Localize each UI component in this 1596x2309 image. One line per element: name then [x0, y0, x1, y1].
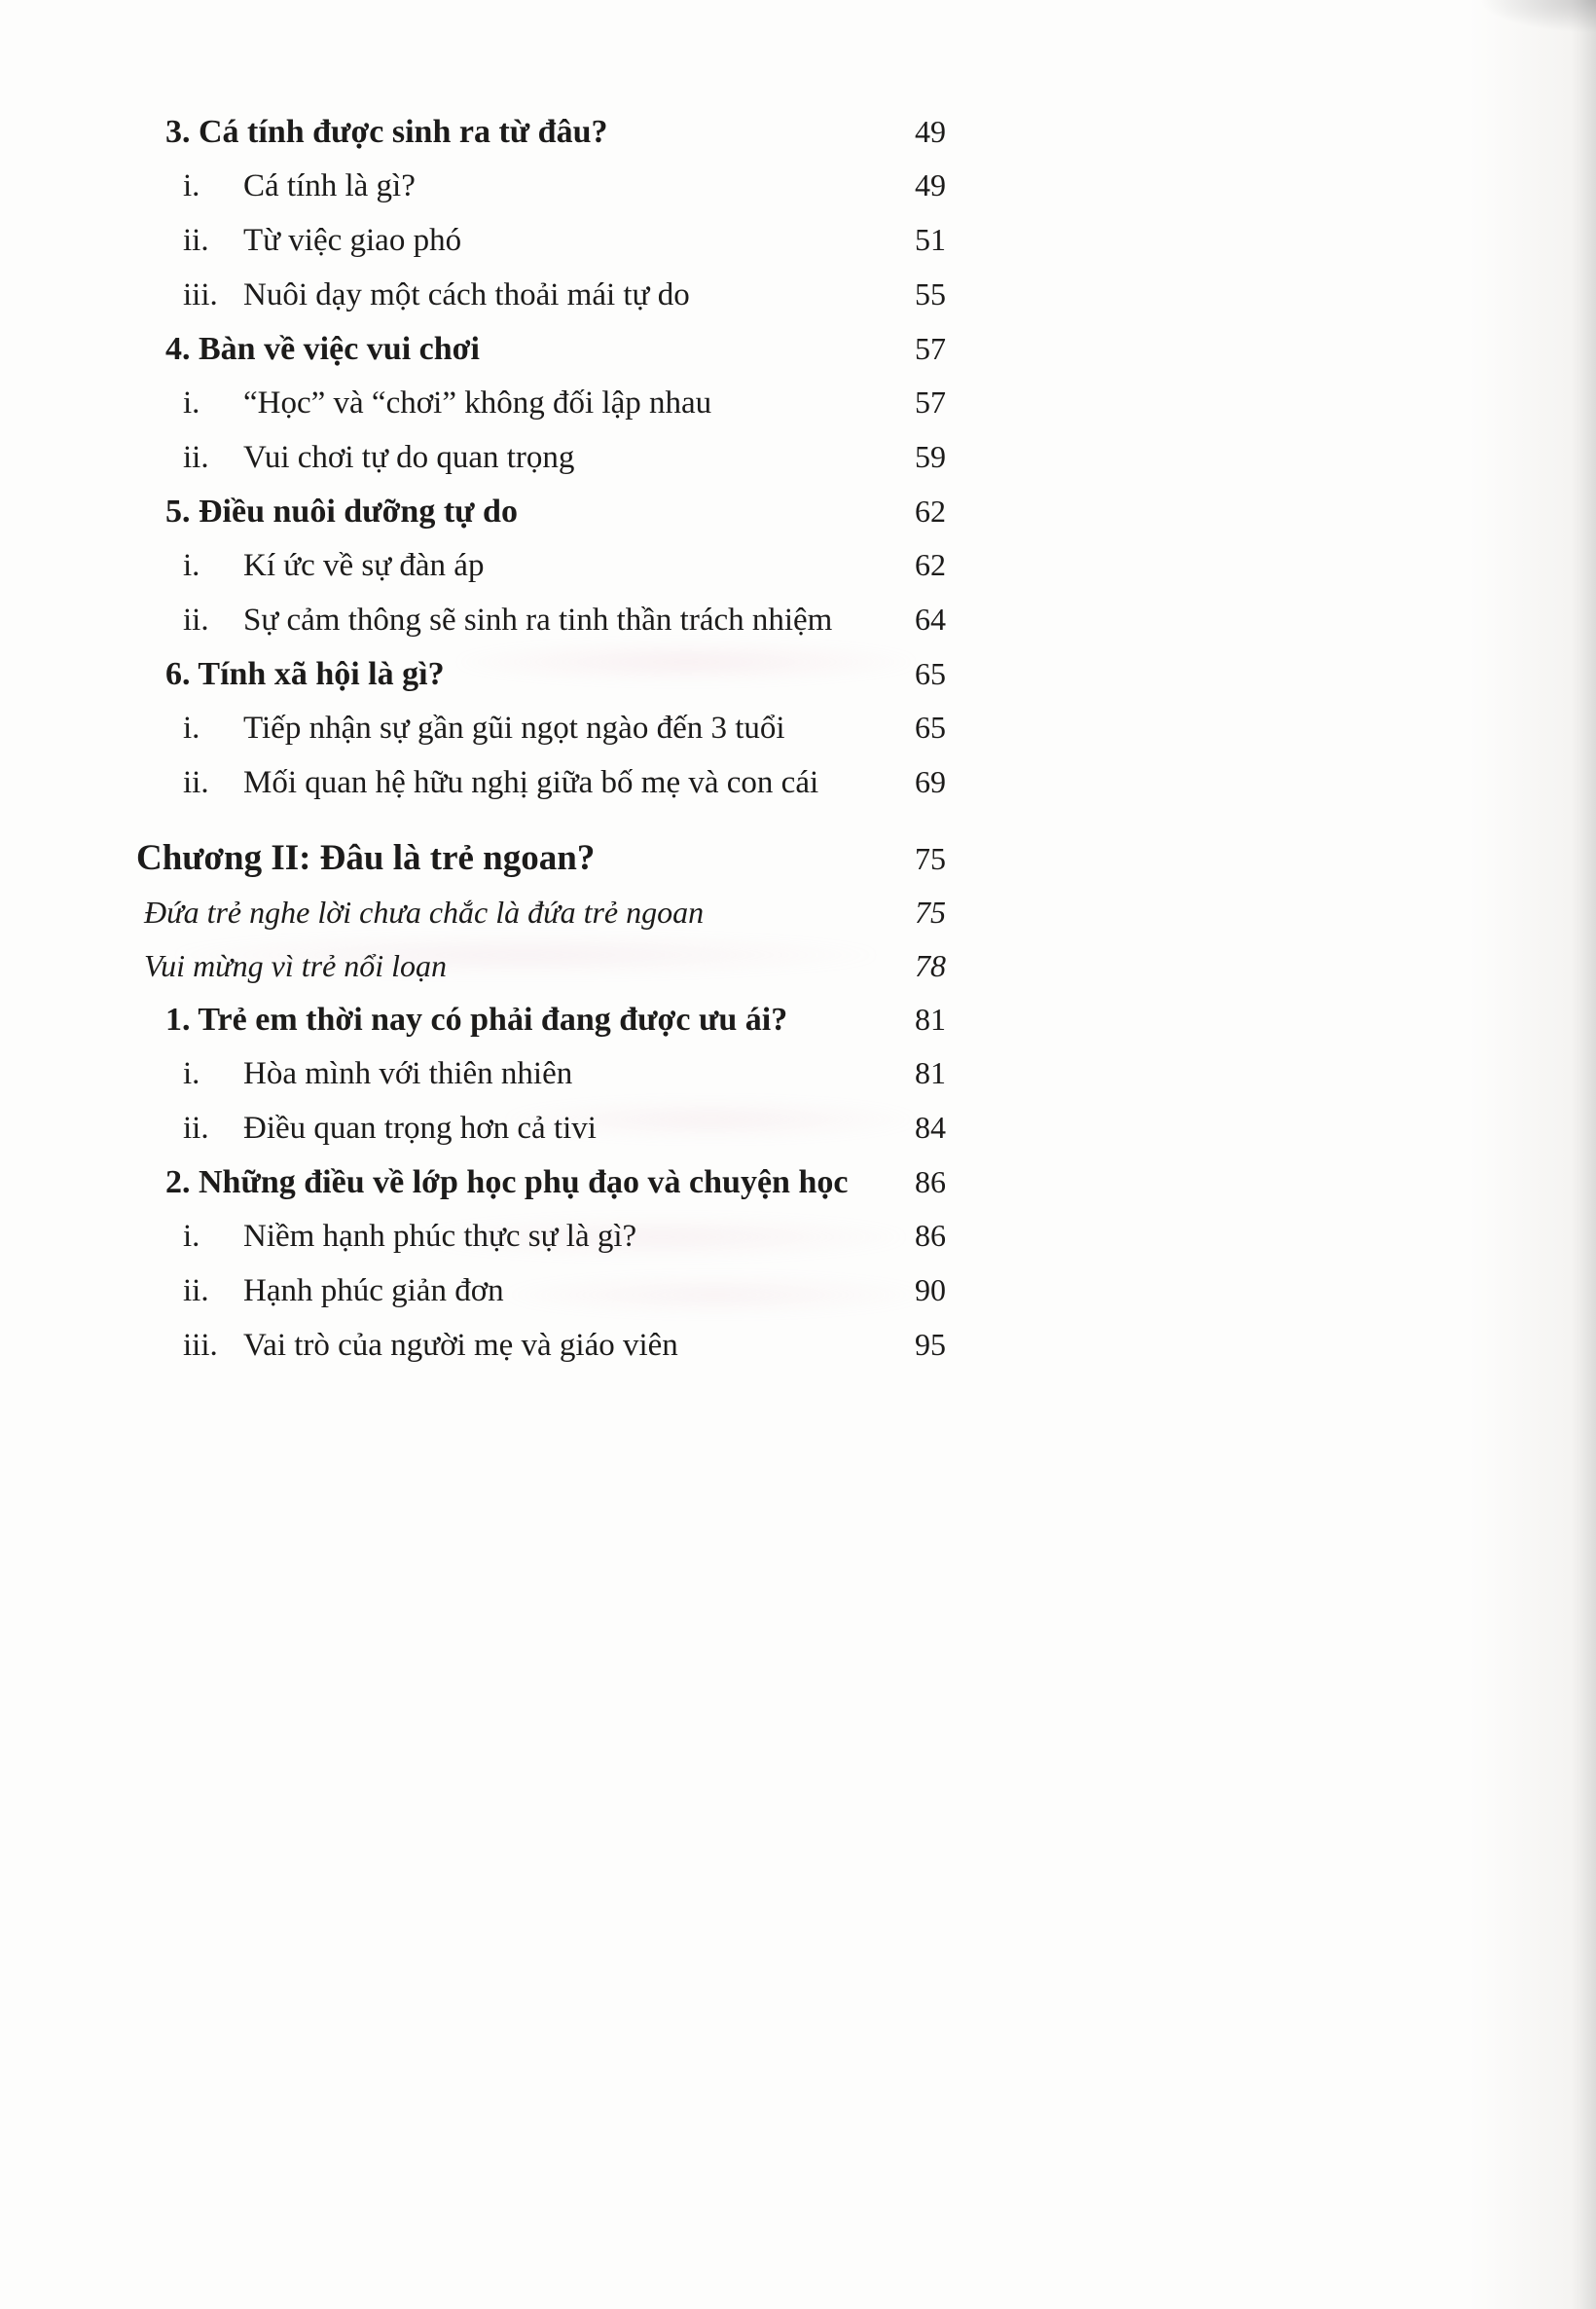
entry-page-number: 49	[915, 167, 946, 202]
toc-entry	[136, 213, 946, 268]
entry-label: Chương II: Đâu là trẻ ngoan?	[136, 838, 596, 878]
entry-label: 1. Trẻ em thời nay có phải đang được ưu ái?	[165, 1002, 788, 1038]
entry-label: Vui mừng vì trẻ nổi loạn	[144, 948, 448, 983]
entry-page-number: 62	[915, 494, 946, 529]
entry-label: Sự cảm thông sẽ sinh ra tinh thần trách nhiệm	[243, 603, 833, 638]
entry-label: Mối quan hệ hữu nghị giữa bố mẹ và con cái	[243, 765, 819, 800]
entry-number: i.	[183, 548, 200, 583]
toc-entry	[136, 593, 946, 647]
entry-number: iii.	[183, 277, 218, 312]
entry-label: Cá tính là gì?	[243, 168, 416, 203]
entry-number: i.	[183, 1219, 200, 1254]
entry-label: Điều quan trọng hơn cả tivi	[243, 1111, 597, 1146]
toc-entry	[136, 376, 946, 430]
entry-page-number: 78	[915, 948, 946, 983]
entry-label: Đứa trẻ nghe lời chưa chắc là đứa trẻ ngoan	[144, 895, 705, 930]
entry-number: ii.	[183, 603, 209, 638]
entry-label: “Học” và “chơi” không đối lập nhau	[243, 385, 712, 421]
entry-page-number: 86	[915, 1164, 946, 1199]
toc-entry	[136, 1264, 946, 1318]
entry-number: i.	[183, 1056, 200, 1091]
entry-number: i.	[183, 385, 200, 421]
entry-number: ii.	[183, 1273, 209, 1308]
entry-label: Vai trò của người mẹ và giáo viên	[243, 1328, 678, 1363]
entry-label: Tiếp nhận sự gần gũi ngọt ngào đến 3 tuổi	[243, 711, 785, 746]
entry-label: Niềm hạnh phúc thực sự là gì?	[243, 1219, 637, 1254]
entry-label: Kí ức về sự đàn áp	[243, 548, 485, 583]
entry-number: ii.	[183, 1111, 209, 1146]
toc-entry	[136, 268, 946, 322]
entry-number: ii.	[183, 440, 209, 475]
toc-entry	[136, 538, 946, 593]
toc-entry	[136, 831, 946, 886]
entry-page-number: 84	[915, 1110, 946, 1145]
entry-label: 6. Tính xã hội là gì?	[165, 656, 445, 692]
scan-edge-shadow	[1571, 0, 1596, 2309]
toc-entry	[136, 755, 946, 810]
entry-number: ii.	[183, 765, 209, 800]
entry-label: Vui chơi tự do quan trọng	[243, 440, 575, 475]
toc-entry	[136, 1046, 946, 1101]
entry-page-number: 86	[915, 1218, 946, 1253]
toc-entry	[136, 1101, 946, 1155]
entry-page-number: 51	[915, 222, 946, 257]
entry-label: 3. Cá tính được sinh ra từ đâu?	[165, 114, 608, 150]
toc-entry	[136, 1155, 946, 1209]
toc-entry	[136, 993, 946, 1046]
entry-page-number: 49	[915, 114, 946, 149]
entry-label: 5. Điều nuôi dưỡng tự do	[165, 494, 518, 530]
toc-entry	[136, 1209, 946, 1264]
scan-corner-artifact	[1479, 0, 1596, 33]
entry-page-number: 81	[915, 1002, 946, 1037]
entry-page-number: 64	[915, 602, 946, 637]
toc-list	[136, 105, 946, 1373]
entry-page-number: 65	[915, 656, 946, 691]
entry-label: Từ việc giao phó	[243, 223, 462, 258]
toc-entry	[136, 647, 946, 701]
entry-number: iii.	[183, 1328, 218, 1363]
toc-entry	[136, 322, 946, 376]
entry-label: Hạnh phúc giản đơn	[243, 1273, 504, 1308]
entry-page-number: 81	[915, 1055, 946, 1090]
toc-entry	[136, 430, 946, 485]
entry-page-number: 57	[915, 331, 946, 366]
toc-entry	[136, 159, 946, 213]
entry-page-number: 57	[915, 385, 946, 420]
toc-entry	[136, 939, 946, 993]
entry-page-number: 90	[915, 1272, 946, 1307]
entry-page-number: 75	[915, 841, 946, 876]
entry-label: 2. Những điều về lớp học phụ đạo và chuyện học	[165, 1164, 849, 1200]
entry-page-number: 62	[915, 547, 946, 582]
toc-entry	[136, 701, 946, 755]
entry-page-number: 69	[915, 764, 946, 799]
entry-label: Hòa mình với thiên nhiên	[243, 1056, 573, 1091]
toc-entry	[136, 485, 946, 538]
entry-page-number: 59	[915, 439, 946, 474]
toc-entry	[136, 105, 946, 159]
entry-number: i.	[183, 168, 200, 203]
entry-page-number: 55	[915, 276, 946, 312]
toc-entry	[136, 1318, 946, 1373]
entry-number: i.	[183, 711, 200, 746]
entry-page-number: 75	[915, 895, 946, 930]
entry-label: 4. Bàn về việc vui chơi	[165, 331, 480, 367]
entry-page-number: 65	[915, 710, 946, 745]
entry-label: Nuôi dạy một cách thoải mái tự do	[243, 277, 690, 312]
toc-entry	[136, 886, 946, 939]
entry-number: ii.	[183, 223, 209, 258]
entry-page-number: 95	[915, 1327, 946, 1362]
